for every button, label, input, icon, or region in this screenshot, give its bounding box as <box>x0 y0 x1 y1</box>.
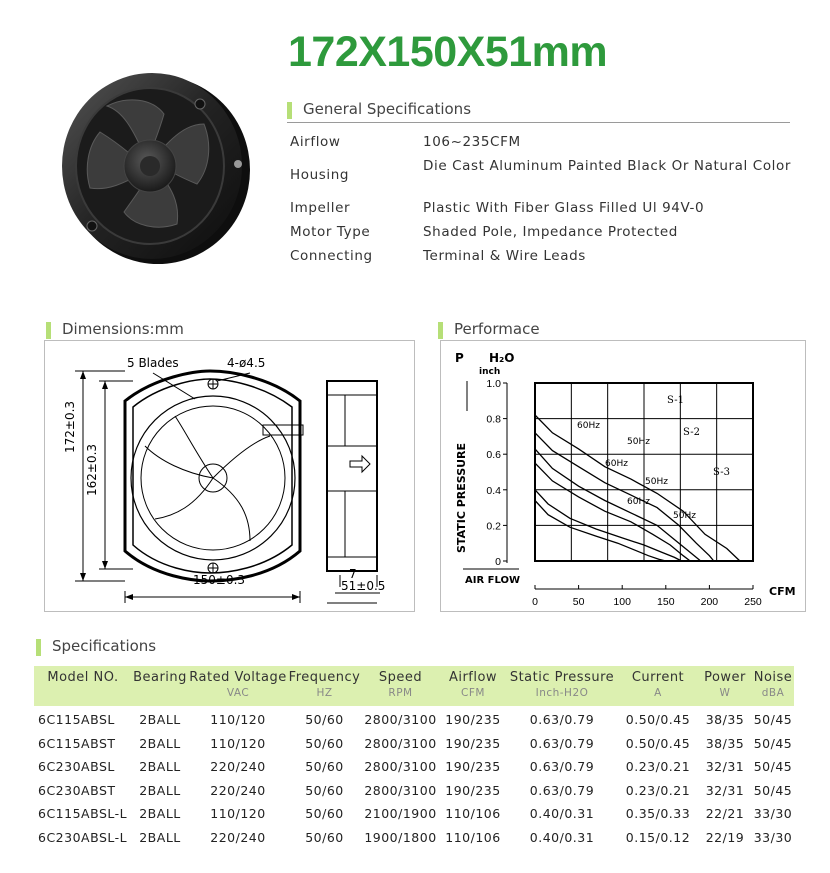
dimension-drawing <box>45 341 414 611</box>
spec-value: Die Cast Aluminum Painted Black Or Natural Color <box>423 158 792 174</box>
dimensions-panel <box>44 340 415 612</box>
y-tick-label: 0.2 <box>486 520 501 533</box>
table-cell: 2800/3100 <box>364 735 437 751</box>
table-cell: 2BALL <box>139 829 181 845</box>
curve-label-s1-60hz: 60Hz <box>577 421 600 431</box>
table-cell: 50/60 <box>305 806 344 821</box>
column-header: Airflow <box>448 670 498 685</box>
width-label: 150±0.3 <box>193 573 246 587</box>
fan-product-image <box>52 66 252 266</box>
chart-airflow-label: AIR FLOW <box>465 575 521 586</box>
spec-value: Terminal & Wire Leads <box>423 248 586 264</box>
spec-value: 106~235CFM <box>423 134 521 150</box>
spec-label: Housing <box>290 167 350 183</box>
curve-label-s1: S-1 <box>667 395 684 406</box>
table-cell: 0.63/0.79 <box>529 735 595 751</box>
spec-label: Connecting <box>290 248 373 264</box>
performance-chart <box>441 341 805 611</box>
curve-label-s3-50hz: 50Hz <box>673 511 696 521</box>
table-cell: 50/60 <box>305 712 344 727</box>
table-cell: 110/120 <box>210 712 266 727</box>
table-cell: 220/240 <box>210 782 266 798</box>
curve-label-s1-50hz: 50Hz <box>627 437 650 447</box>
table-cell: 0.15/0.12 <box>625 829 691 845</box>
table-cell: 190/235 <box>445 712 501 727</box>
table-cell: 0.63/0.79 <box>529 782 595 798</box>
table-cell: 6C115ABSL <box>38 712 115 727</box>
y-tick-label: 0.8 <box>486 413 501 426</box>
y-tick-label: 0 <box>495 556 501 568</box>
table-cell: 2BALL <box>139 782 181 798</box>
table-cell: 32/31 <box>705 759 745 774</box>
table-cell: 110/106 <box>445 806 501 821</box>
table-cell: 50/60 <box>305 759 344 774</box>
page-title: 172X150X51mm <box>288 28 608 76</box>
table-cell: 2800/3100 <box>364 782 437 798</box>
column-header: Power <box>704 670 746 685</box>
table-cell: 0.23/0.21 <box>625 759 691 774</box>
spec-label: Motor Type <box>290 224 371 240</box>
chart-p-label: P <box>455 351 464 365</box>
column-header: Current <box>631 670 685 685</box>
table-cell: 6C230ABSL-L <box>38 829 128 845</box>
table-row <box>34 806 794 826</box>
table-cell: 33/30 <box>753 829 793 845</box>
table-cell: 50/45 <box>753 712 793 727</box>
column-header: Bearing <box>133 670 187 685</box>
table-row <box>34 759 794 779</box>
column-header: Frequency <box>288 670 361 685</box>
column-unit: W <box>719 687 731 699</box>
column-header: Noise <box>753 670 793 685</box>
table-cell: 110/106 <box>445 829 501 845</box>
table-cell: 38/35 <box>705 735 745 751</box>
table-cell: 38/35 <box>705 712 745 727</box>
x-tick-label: 150 <box>657 596 675 608</box>
holes-label: 4-ø4.5 <box>227 356 266 370</box>
table-cell: 2BALL <box>139 735 181 751</box>
curve-label-s3-60hz: 60Hz <box>627 497 650 507</box>
table-cell: 50/45 <box>753 782 793 798</box>
column-header: Model NO. <box>47 670 119 685</box>
table-cell: 50/60 <box>305 829 344 845</box>
depth-label: 51±0.5 <box>341 579 386 593</box>
table-row <box>34 830 794 850</box>
table-cell: 6C115ABSL-L <box>38 806 128 821</box>
column-unit: VAC <box>226 687 250 699</box>
table-cell: 2100/1900 <box>364 806 437 821</box>
table-row <box>34 712 794 732</box>
x-tick-label: 50 <box>572 596 585 608</box>
table-cell: 0.35/0.33 <box>625 806 691 821</box>
spec-label: Airflow <box>290 134 341 150</box>
table-cell: 50/60 <box>305 782 344 798</box>
table-cell: 110/120 <box>210 806 266 821</box>
y-tick-label: 0.6 <box>486 449 501 462</box>
table-cell: 0.40/0.31 <box>529 829 595 845</box>
table-cell: 2800/3100 <box>364 712 437 727</box>
column-unit: dBA <box>761 687 785 699</box>
table-cell: 6C230ABSL <box>38 759 115 774</box>
table-cell: 50/45 <box>753 735 793 751</box>
table-cell: 22/21 <box>705 806 745 821</box>
table-cell: 22/19 <box>705 829 745 845</box>
table-cell: 6C230ABST <box>38 782 116 798</box>
column-header: Rated Voltage <box>189 670 287 685</box>
y-tick-label: 1.0 <box>486 378 501 390</box>
chart-h2o-label: H₂O <box>489 351 515 365</box>
table-header <box>34 666 794 706</box>
chart-x-unit-label: CFM <box>769 585 796 598</box>
table-row <box>34 783 794 803</box>
x-tick-label: 200 <box>700 596 719 608</box>
spec-value: Shaded Pole, Impedance Protected <box>423 224 678 240</box>
x-tick-label: 250 <box>744 596 762 608</box>
table-cell: 0.63/0.79 <box>529 712 595 727</box>
table-cell: 0.63/0.79 <box>529 759 595 774</box>
column-header: Static Pressure <box>509 670 615 685</box>
table-cell: 220/240 <box>210 829 266 845</box>
column-header: Speed <box>378 670 423 685</box>
table-cell: 50/60 <box>305 735 344 751</box>
x-tick-label: 100 <box>613 596 631 608</box>
x-tick-label: 0 <box>532 596 538 608</box>
chart-y-axis-label: STATIC PRESSURE <box>455 442 468 553</box>
table-cell: 190/235 <box>445 782 501 798</box>
height-inner-label: 162±0.3 <box>85 443 99 496</box>
table-cell: 32/31 <box>705 782 745 798</box>
table-cell: 0.40/0.31 <box>529 806 595 821</box>
spec-value: Plastic With Fiber Glass Filled Ul 94V-0 <box>423 200 705 216</box>
table-cell: 2800/3100 <box>364 759 437 774</box>
table-cell: 2BALL <box>139 712 181 727</box>
height-outer-label: 172±0.3 <box>63 400 77 453</box>
table-cell: 2BALL <box>139 806 181 821</box>
column-unit: RPM <box>388 687 413 699</box>
column-unit: HZ <box>316 687 333 699</box>
column-unit: CFM <box>461 687 485 699</box>
curve-label-s2: S-2 <box>683 427 700 438</box>
table-cell: 6C115ABST <box>38 735 116 751</box>
table-cell: 0.50/0.45 <box>625 712 691 727</box>
table-cell: 0.23/0.21 <box>625 782 691 798</box>
table-cell: 50/45 <box>753 759 793 774</box>
spec-label: Impeller <box>290 200 351 216</box>
table-cell: 110/120 <box>210 735 266 751</box>
table-row <box>34 736 794 756</box>
table-cell: 33/30 <box>753 806 793 821</box>
table-cell: 0.50/0.45 <box>625 735 691 751</box>
curve-label-s2-60hz: 60Hz <box>605 459 628 469</box>
table-cell: 1900/1800 <box>364 829 437 845</box>
chart-inch-label: inch <box>479 367 501 377</box>
table-cell: 2BALL <box>139 759 181 774</box>
table-cell: 190/235 <box>445 735 501 751</box>
column-unit: A <box>654 687 662 699</box>
curve-label-s2-50hz: 50Hz <box>645 477 668 487</box>
column-unit: Inch-H2O <box>535 687 589 699</box>
curve-label-s3: S-3 <box>713 467 730 478</box>
performance-panel <box>440 340 806 612</box>
y-tick-label: 0.4 <box>486 484 501 497</box>
blades-label: 5 Blades <box>127 356 179 370</box>
depth-flange-label: 7 <box>349 567 357 581</box>
table-cell: 190/235 <box>445 759 501 774</box>
series-line <box>535 433 714 561</box>
table-cell: 220/240 <box>210 759 266 774</box>
